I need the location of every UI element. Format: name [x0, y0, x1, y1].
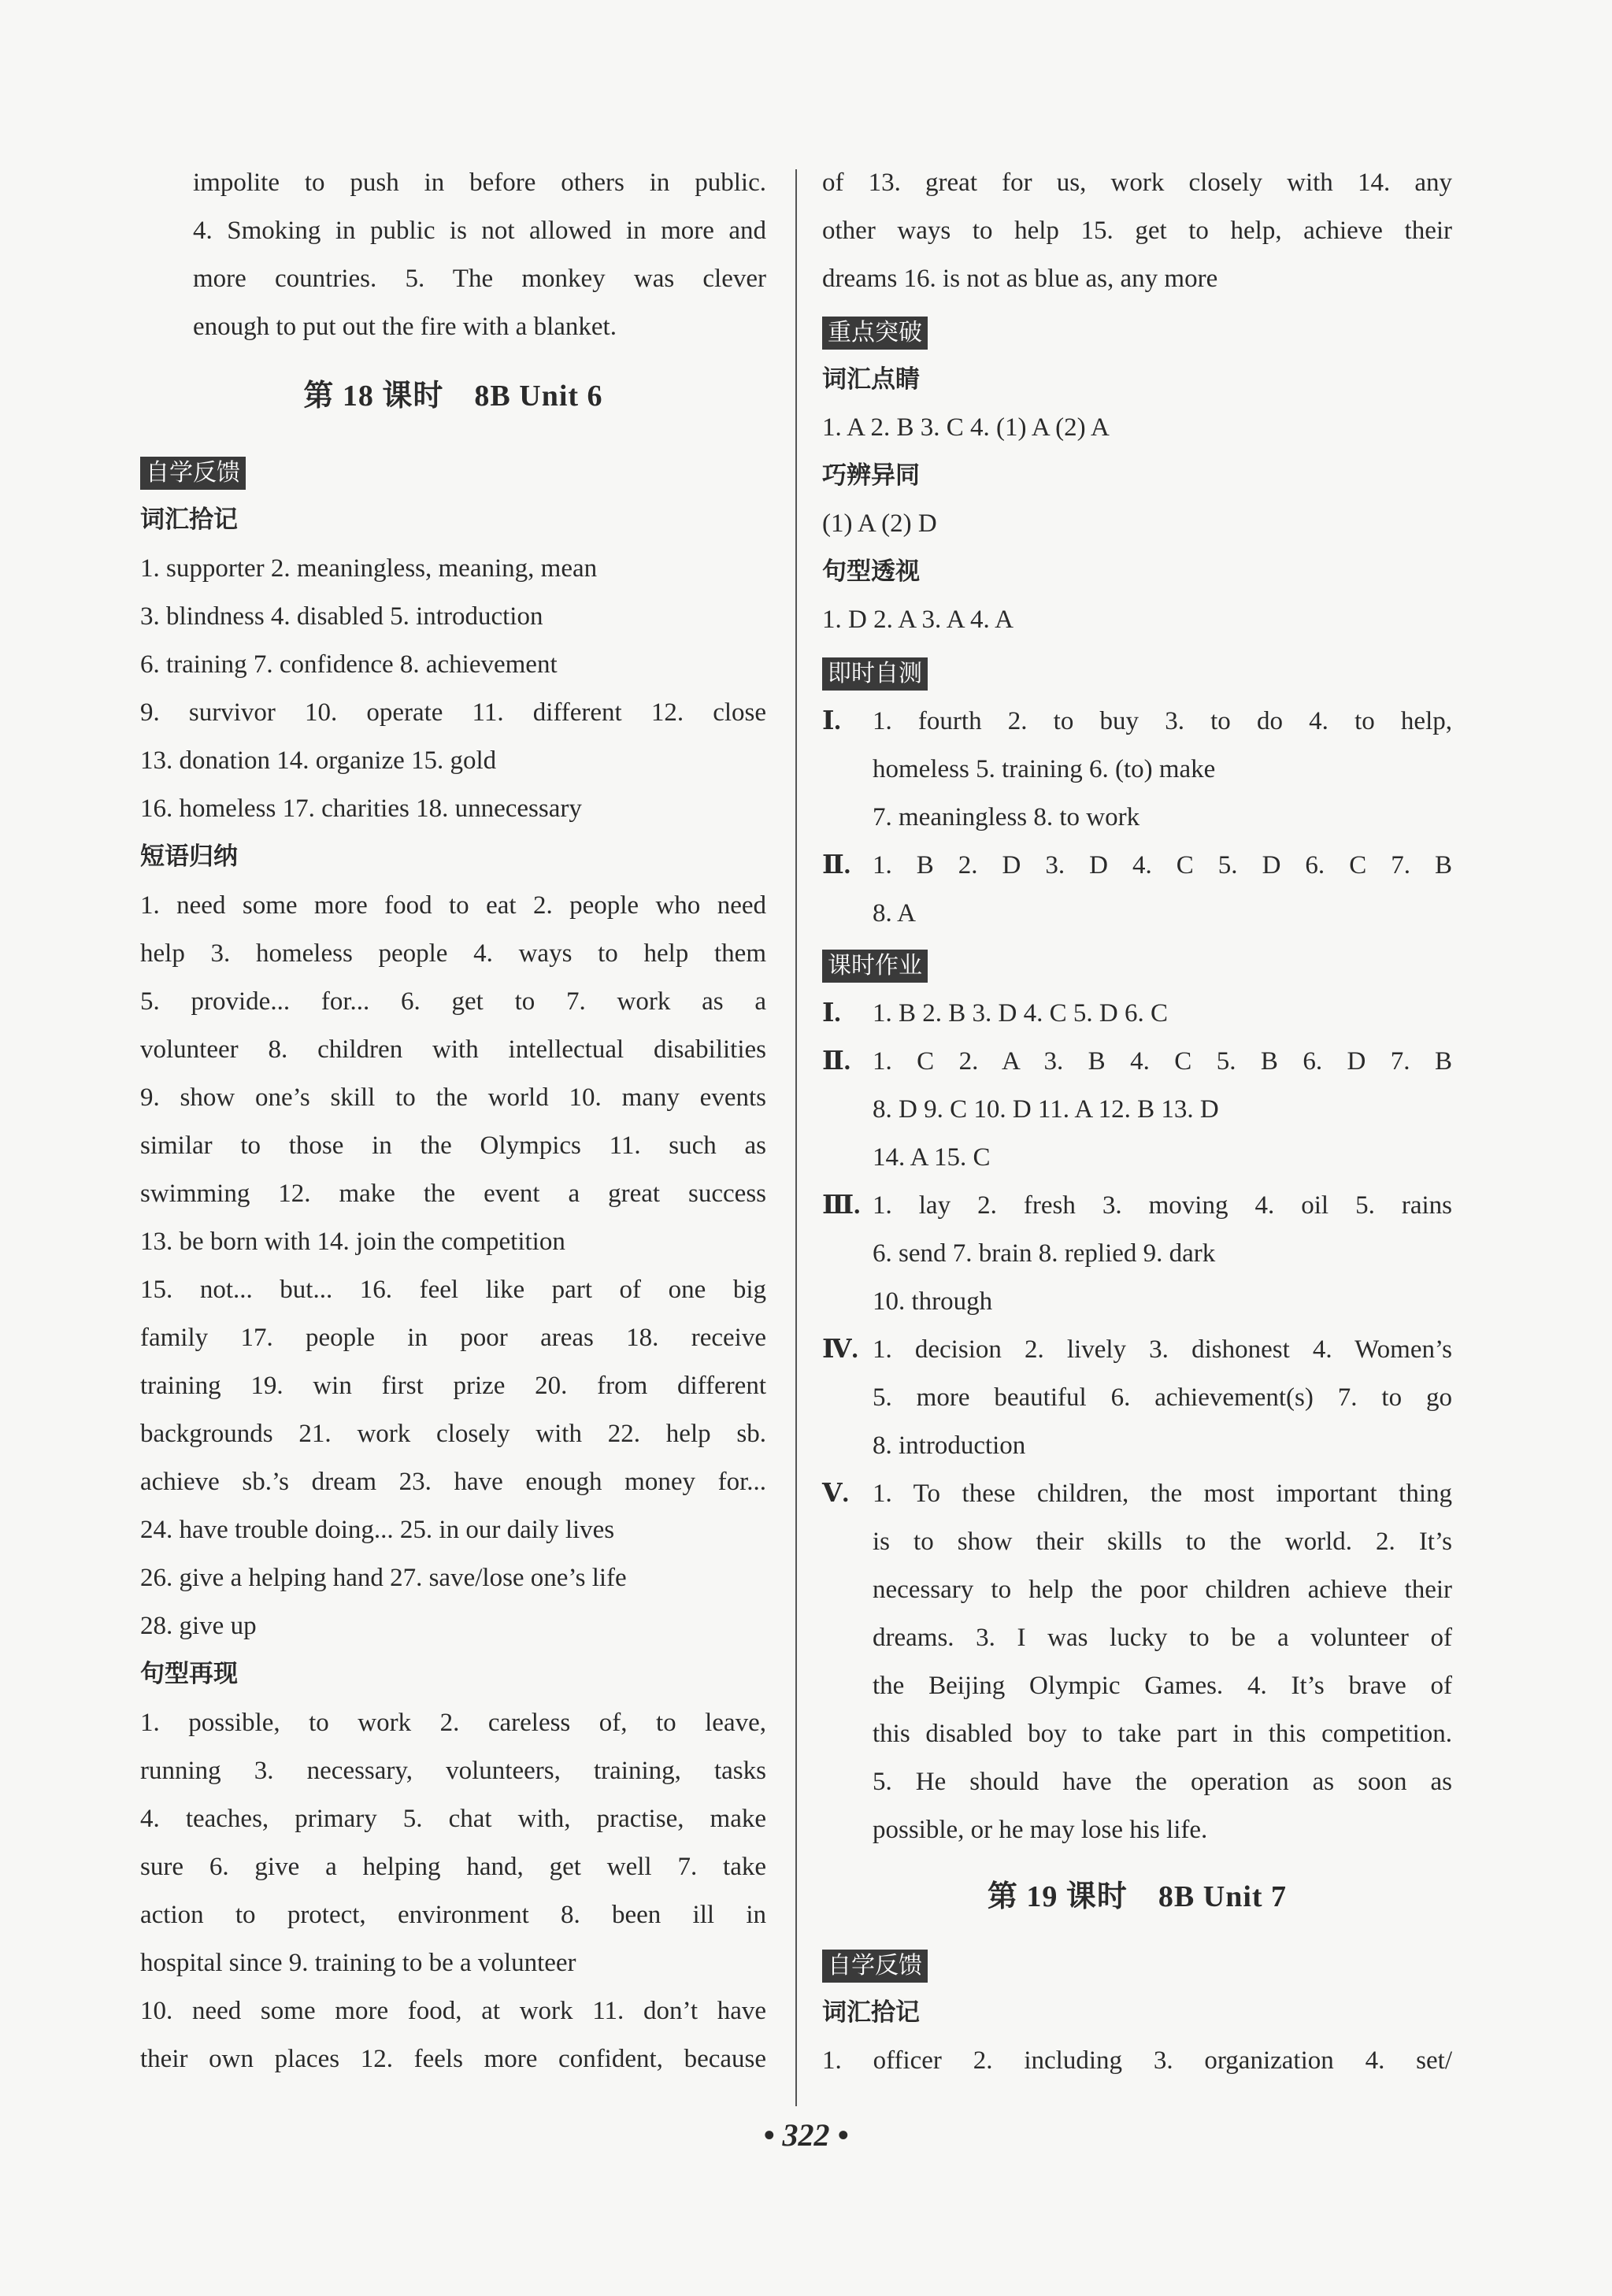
subheading-vocab: 词汇拾记 — [140, 505, 238, 534]
phrase-line: 28. give up — [140, 1612, 257, 1640]
vocab-line: 16. homeless 17. charities 18. unnecessary — [140, 794, 582, 823]
phrase-line: 1. need some more food to eat 2. people who need — [140, 891, 766, 920]
section-tag-keshi — [822, 950, 928, 981]
answer-line: 5. He should have the operation as soon as — [873, 1768, 1452, 1796]
roman-label: Ⅳ. — [822, 1335, 858, 1364]
phrase-line: help 3. homeless people 4. ways to help them — [140, 939, 766, 968]
answer-line: 1. D 2. A 3. A 4. A — [822, 605, 1014, 634]
phrase-line: 24. have trouble doing... 25. in our daily lives — [140, 1516, 615, 1544]
answer-line: possible, or he may lose his life. — [873, 1816, 1208, 1844]
subheading-sentences: 句型再现 — [140, 1660, 238, 1688]
phrase-line: backgrounds 21. work closely with 22. help sb. — [140, 1420, 766, 1448]
tag-label: 即时自测 — [822, 657, 928, 691]
answer-line: 8. A — [873, 899, 917, 928]
section-tag-zixue — [140, 457, 246, 488]
lesson-title: 第 18 课时 8B Unit 6 — [303, 380, 603, 413]
answer-line: homeless 5. training 6. (to) make — [873, 755, 1216, 783]
answer-line: 1. C 2. A 3. B 4. C 5. B 6. D 7. B — [873, 1047, 1452, 1076]
sentence-line: hospital since 9. training to be a volunteer — [140, 1949, 576, 1977]
answer-line: 1. fourth 2. to buy 3. to do 4. to help, — [873, 707, 1452, 735]
sentence-line: running 3. necessary, volunteers, training, tasks — [140, 1757, 766, 1785]
phrase-line: volunteer 8. children with intellectual disabilities — [140, 1035, 766, 1064]
answer-line: 8. D 9. C 10. D 11. A 12. B 13. D — [873, 1095, 1219, 1124]
answer-line: 5. more beautiful 6. achievement(s) 7. to go — [873, 1383, 1452, 1412]
section-tag-zhongdian — [822, 317, 928, 348]
roman-label: Ⅰ. — [822, 999, 841, 1028]
column-divider — [795, 169, 797, 2106]
answer-line: 7. meaningless 8. to work — [873, 803, 1140, 831]
answer-line: necessary to help the poor children achieve their — [873, 1576, 1452, 1604]
subheading-distinguish: 巧辨异同 — [822, 461, 920, 490]
sentence-line: action to protect, environment 8. been ill in — [140, 1901, 766, 1929]
lesson-title: 第 19 课时 8B Unit 7 — [987, 1880, 1288, 1913]
sentence-line: their own places 12. feels more confident, because — [140, 2045, 766, 2073]
vocab-line: 13. donation 14. organize 15. gold — [140, 746, 497, 775]
vocab-line: 9. survivor 10. operate 11. different 12. close — [140, 698, 766, 727]
text-line: 4. Smoking in public is not allowed in more and — [193, 217, 766, 245]
tag-label: 课时作业 — [822, 950, 928, 983]
phrase-line: training 19. win first prize 20. from different — [140, 1372, 766, 1400]
answer-line: is to show their skills to the world. 2. It’s — [873, 1528, 1452, 1556]
section-tag-zixue-2 — [822, 1950, 928, 1981]
tag-label: 自学反馈 — [140, 457, 246, 490]
text-line: more countries. 5. The monkey was clever — [193, 265, 766, 293]
answer-line: 14. A 15. C — [873, 1143, 991, 1172]
answer-line: 1. lay 2. fresh 3. moving 4. oil 5. rains — [873, 1191, 1452, 1220]
text-line: impolite to push in before others in public. — [193, 168, 766, 197]
subheading-phrases: 短语归纳 — [140, 842, 238, 871]
page-number: • 322 • — [763, 2117, 849, 2153]
tag-label: 重点突破 — [822, 317, 928, 350]
vocab-line: 1. supporter 2. meaningless, meaning, mean — [140, 554, 598, 583]
roman-label: Ⅲ. — [822, 1191, 861, 1220]
answer-line: the Beijing Olympic Games. 4. It’s brave of — [873, 1672, 1452, 1700]
phrase-line: 26. give a helping hand 27. save/lose one’s life — [140, 1564, 627, 1592]
answer-line: 6. send 7. brain 8. replied 9. dark — [873, 1239, 1216, 1268]
answer-line: 10. through — [873, 1287, 993, 1316]
tag-label: 自学反馈 — [822, 1950, 928, 1983]
phrase-line: swimming 12. make the event a great success — [140, 1179, 766, 1208]
sentence-line: 4. teaches, primary 5. chat with, practise, make — [140, 1805, 766, 1833]
answer-line: this disabled boy to take part in this competition. — [873, 1720, 1452, 1748]
answer-line: 1. A 2. B 3. C 4. (1) A (2) A — [822, 413, 1110, 442]
answer-line: 1. decision 2. lively 3. dishonest 4. Women’s — [873, 1335, 1452, 1364]
vocab-line: 6. training 7. confidence 8. achievement — [140, 650, 558, 679]
answer-line: 8. introduction — [873, 1431, 1026, 1460]
phrase-line: 15. not... but... 16. feel like part of one big — [140, 1276, 766, 1304]
phrase-line: family 17. people in poor areas 18. receive — [140, 1324, 766, 1352]
text-line: dreams 16. is not as blue as, any more — [822, 265, 1218, 293]
answer-line: dreams. 3. I was lucky to be a volunteer of — [873, 1624, 1452, 1652]
sentence-line: sure 6. give a helping hand, get well 7. take — [140, 1853, 766, 1881]
subheading-vocab-2: 词汇拾记 — [822, 1998, 920, 2027]
sentence-line: 1. possible, to work 2. careless of, to leave, — [140, 1709, 766, 1737]
phrase-line: achieve sb.’s dream 23. have enough money for... — [140, 1468, 766, 1496]
roman-label: Ⅱ. — [822, 851, 851, 880]
answer-line: (1) A (2) D — [822, 509, 937, 538]
phrase-line: 13. be born with 14. join the competition — [140, 1228, 565, 1256]
roman-label: Ⅰ. — [822, 707, 841, 735]
subheading-sentence-pattern: 句型透视 — [822, 557, 920, 586]
text-line: other ways to help 15. get to help, achieve their — [822, 217, 1452, 245]
answer-line: 1. B 2. B 3. D 4. C 5. D 6. C — [873, 999, 1168, 1028]
vocab-line: 3. blindness 4. disabled 5. introduction — [140, 602, 543, 631]
phrase-line: 9. show one’s skill to the world 10. many events — [140, 1083, 766, 1112]
answer-line: 1. To these children, the most important thing — [873, 1479, 1452, 1508]
sentence-line: 10. need some more food, at work 11. don’t have — [140, 1997, 766, 2025]
phrase-line: similar to those in the Olympics 11. such as — [140, 1131, 766, 1160]
vocab-line: 1. officer 2. including 3. organization 4. set/ — [822, 2046, 1452, 2075]
section-tag-jishi — [822, 657, 928, 689]
text-line: of 13. great for us, work closely with 14. any — [822, 168, 1452, 197]
subheading-vocab-focus: 词汇点睛 — [822, 365, 920, 394]
roman-label: Ⅴ. — [822, 1479, 849, 1508]
phrase-line: 5. provide... for... 6. get to 7. work as a — [140, 987, 766, 1016]
text-line: enough to put out the fire with a blanket. — [193, 313, 617, 341]
answer-line: 1. B 2. D 3. D 4. C 5. D 6. C 7. B — [873, 851, 1452, 880]
roman-label: Ⅱ. — [822, 1047, 851, 1076]
